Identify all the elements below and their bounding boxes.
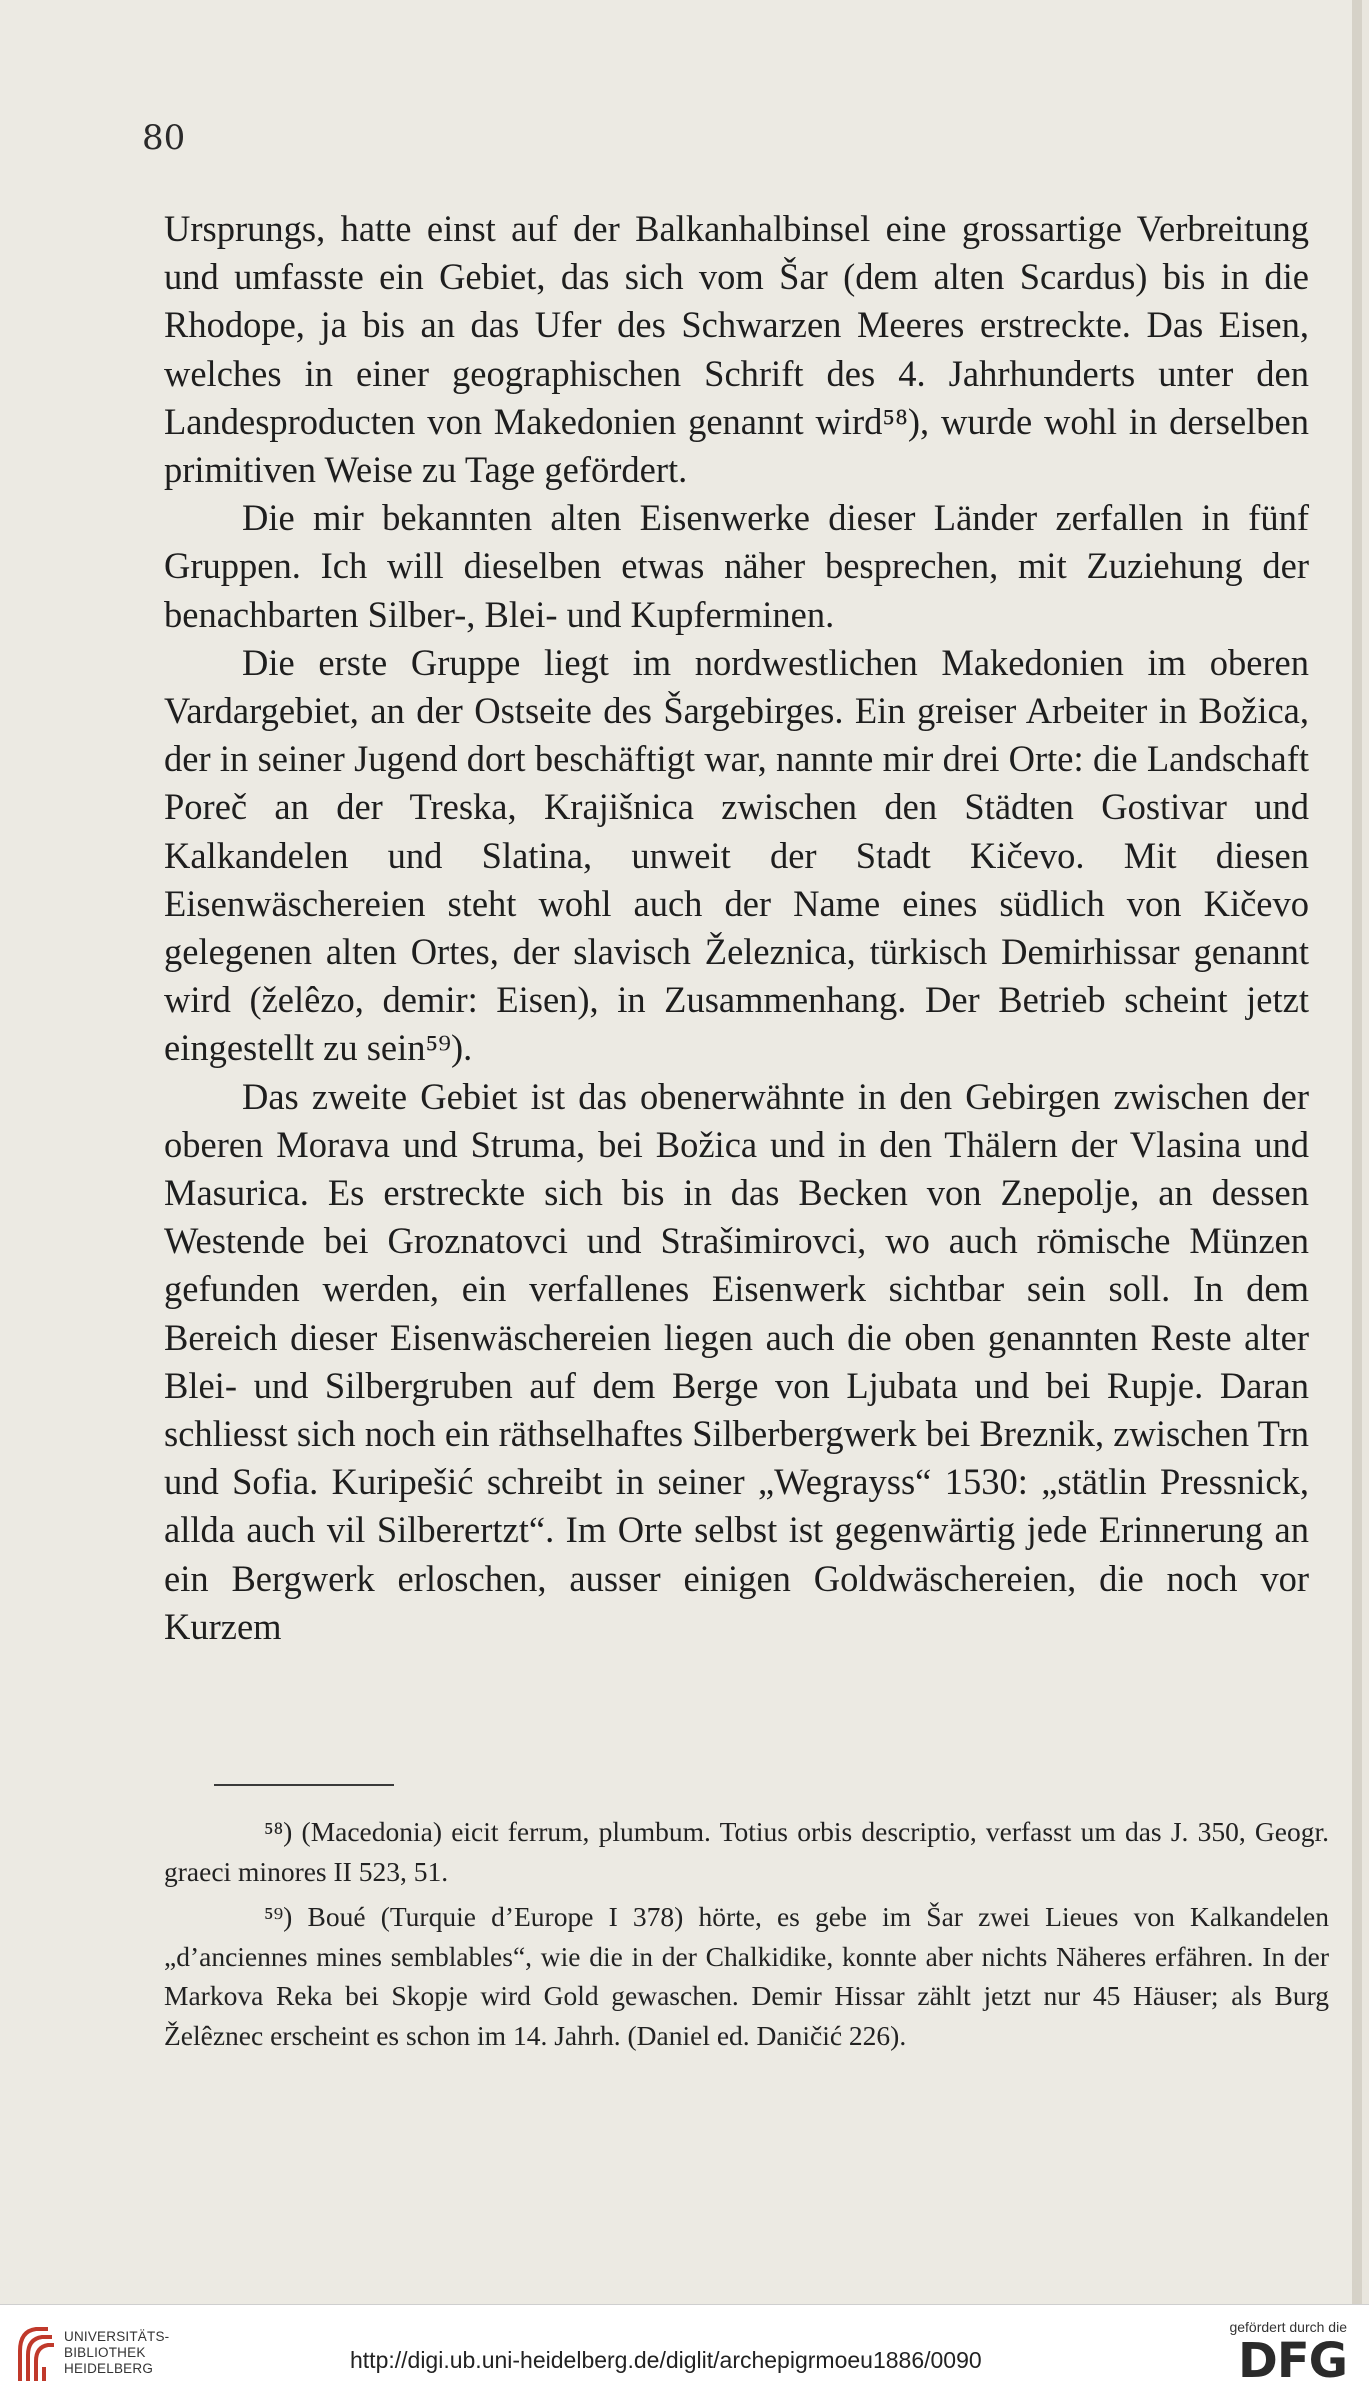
footnote-59: ⁵⁹) Boué (Turquie d’Europe I 378) hörte, es gebe im Šar zwei Lieues von Kalkandelen „d’anciennes mines semblables“, wie die in der Chalkidike, konnte aber nichts Näheres erfähren. In der Markova Reka bei Skopje wird Gold gewaschen. Demir Hissar zählt jetzt nur 45 Häuser; als Burg Želêznec erscheint es schon im 14. Jahrh. (Daniel ed. Daničić 226). [164,1901,1329,2051]
permalink-url[interactable]: http://digi.ub.uni-heidelberg.de/diglit/archepigrmoeu1886/0090 [350,2347,982,2373]
dfg-wordmark: DFG [1237,2333,1347,2389]
paragraph-1: Ursprungs, hatte einst auf der Balkanhalbinsel eine grossartige Verbreitung und umfasste ein Gebiet, das sich vom Šar (dem alten Scardus) bis in die Rhodope, ja bis an das Ufer des Schwarzen Meeres erstreckte. Das Eisen, welches in einer geographischen Schrift des 4. Jahrhunderts unter den Landesproducten von Makedonien genannt wird⁵⁸), wurde wohl in derselben primitiven Weise zu Tage gefördert. [164,208,1309,491]
library-logo[interactable] [16,2321,186,2391]
library-line: BIBLIOTHEK [64,2345,146,2360]
paragraph-2: Die mir bekannten alten Eisenwerke dieser Länder zerfallen in fünf Gruppen. Ich will dieselben etwas näher besprechen, mit Zuziehung der benachbarten Silber-, Blei- und Kupferminen. [164,497,1309,635]
library-line: UNIVERSITÄTS- [64,2329,170,2344]
library-line: HEIDELBERG [64,2361,154,2376]
sponsor-caption: gefördert durch die [1229,2319,1347,2335]
library-name [64,2329,169,2377]
digitization-footer [0,2304,1369,2405]
dfg-logo[interactable] [1207,2319,1347,2395]
footnote-divider [214,1784,394,1786]
main-text [164,205,1309,1651]
paragraph-4: Das zweite Gebiet ist das obenerwähnte in den Gebirgen zwischen der oberen Morava und Struma, bei Božica und in den Thälern der Vlasina und Masurica. Es erstreckte sich bis in das Becken von Znepolje, an dessen Westende bei Groznatovci und Strašimirovci, wo auch römische Münzen gefunden werden, ein verfallenes Eisenwerk sichtbar sein soll. In dem Bereich dieser Eisenwäschereien liegen auch die oben genannten Reste alter Blei- und Silbergruben auf dem Berge von Ljubata und bei Rupje. Daran schliesst sich noch ein räthselhaftes Silberbergwerk bei Breznik, zwischen Trn und Sofia. Kuripešić schreibt in seiner „Wegrayss“ 1530: „stätlin Pressnick, allda auch vil Silberertzt“. Im Orte selbst ist gegenwärtig jede Erinnerung an ein Bergwerk erloschen, ausser einigen Goldwäschereien, die noch vor Kurzem [164,1075,1309,1647]
footnotes [164,1812,1329,2061]
library-mark-icon [16,2321,56,2387]
paragraph-3: Die erste Gruppe liegt im nordwestlichen Makedonien im oberen Vardargebiet, an der Ostseite des Šargebirges. Ein greiser Arbeiter in Božica, der in seiner Jugend dort beschäftigt war, nannte mir drei Orte: die Landschaft Poreč an der Treska, Krajišnica zwischen den Städten Gostivar und Kalkandelen und Slatina, unweit der Stadt Kičevo. Mit diesen Eisenwäschereien steht wohl auch der Name eines südlich von Kičevo gelegenen alten Ortes, der slavisch Železnica, türkisch Demirhissar genannt wird (želêzo, demir: Eisen), in Zusammenhang. Der Betrieb scheint jetzt eingestellt zu sein⁵⁹). [164,641,1309,1069]
footnote-58: ⁵⁸) (Macedonia) eicit ferrum, plumbum. Totius orbis descriptio, verfasst um das J. 350, Geogr. graeci minores II 523, 51. [164,1816,1329,1887]
page-number: 80 [142,118,186,158]
